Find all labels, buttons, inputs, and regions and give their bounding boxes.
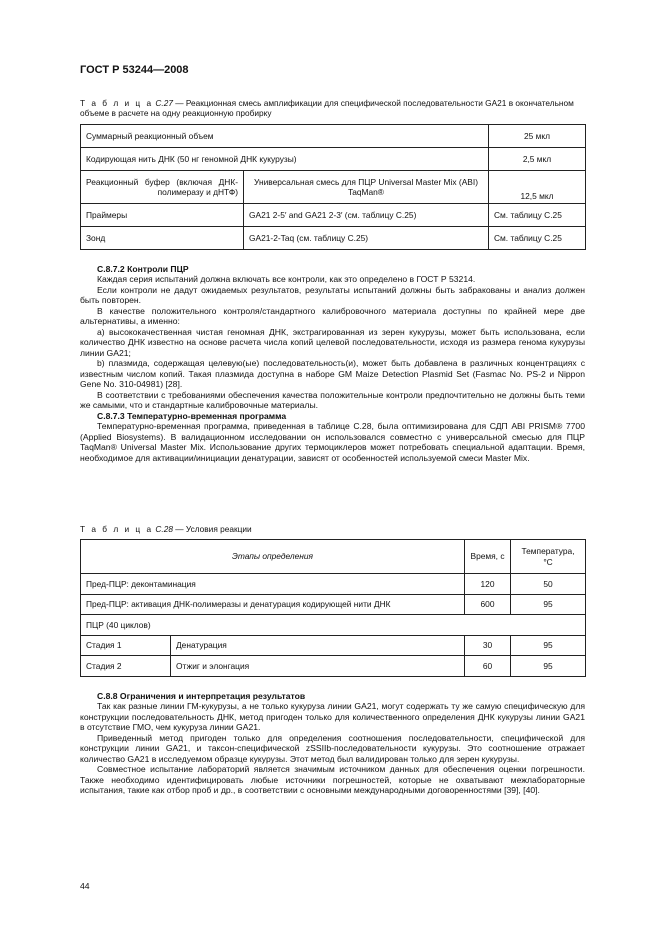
section-8-7-2 <box>80 264 585 463</box>
table-cell: Пред-ПЦР: деконтаминация <box>81 574 465 595</box>
table-cell: 2,5 мкл <box>489 148 586 171</box>
page-header: ГОСТ Р 53244—2008 <box>80 64 189 76</box>
table-cell: 50 <box>511 574 586 595</box>
table-row <box>81 148 586 171</box>
caption-number: С.27 <box>155 98 173 108</box>
table-cell: Универсальная смесь для ПЦР Universal Master Mix (ABI) TaqMan® <box>244 171 489 204</box>
table-cell: GA21 2-5′ and GA21 2-3′ (см. таблицу С.25) <box>244 204 489 227</box>
table2-reaction-conditions <box>80 539 586 677</box>
table-cell: См. таблицу С.25 <box>489 204 586 227</box>
caption-text: — Условия реакции <box>172 524 252 534</box>
table-cell: ПЦР (40 циклов) <box>81 615 586 636</box>
table-row <box>81 574 586 595</box>
paragraph: Температурно-временная программа, приведенная в таблице С.28, была оптимизирована для СДП ABI PRISM® 7700 (Applied Biosystems). В валидационном исследовании он использовался совместно с универсальной смесью для ПЦР TaqMan® Universal Master Mix. Использование других термоциклеров может потребовать специальной адаптации. Время, необходимое для активации/инициации денатурации, зависят от особенностей используемой смеси Master Mix. <box>80 421 585 463</box>
column-header: Температура, °С <box>511 540 586 574</box>
table-cell: 95 <box>511 635 586 656</box>
caption-number: С.28 <box>155 524 173 534</box>
table-cell: GA21-2-Taq (см. таблицу С.25) <box>244 227 489 250</box>
table-row <box>81 171 586 204</box>
paragraph: Приведенный метод пригоден только для определения соотношения последовательности, специфической для конструкции линии GA21, и таксон-специфической zSSIIb-последовательности кукурузы. Это соотношение отражает количество GA21 в исследуемом образце кукурузы. Этот метод был валидирован только для зерен кукурузы. <box>80 732 585 764</box>
table-row <box>81 656 586 677</box>
table-cell: Суммарный реакционный объем <box>81 125 489 148</box>
section-heading: С.8.8 Ограничения и интерпретация результатов <box>97 691 306 701</box>
column-header: Время, с <box>465 540 511 574</box>
table-header-row <box>81 540 586 574</box>
table-row <box>81 227 586 250</box>
table-cell: 30 <box>465 635 511 656</box>
table-cell: 95 <box>511 656 586 677</box>
column-header: Этапы определения <box>81 540 465 574</box>
table-row <box>81 125 586 148</box>
paragraph: Совместное испытание лабораторий является значимым источником данных для обеспечения оценки погрешности. Также необходимо идентифицировать любые источники погрешностей, которые не охватывают межлабораторные испытания, такие как отбор проб и др., в соответствии с основными международными договоренностями [39], [40]. <box>80 764 585 796</box>
paragraph: Если контроли не дадут ожидаемых результатов, результаты испытаний должны быть забракованы и анализ должен быть повторен. <box>80 284 585 306</box>
table-cell: 120 <box>465 574 511 595</box>
table-cell: 60 <box>465 656 511 677</box>
paragraph: Так как разные линии ГМ-кукурузы, а не только кукуруза линии GA21, могут содержать ту же самую специфическую для конструкции последовательность ДНК, метод пригоден только для количественного определения ДНК кукурузы линии GA21 в отсутствие ГМО, чем кукуруза линии GA21. <box>80 701 585 733</box>
caption-prefix: Т а б л и ц а <box>80 98 154 108</box>
table-row <box>81 204 586 227</box>
table-cell: Стадия 2 <box>81 656 171 677</box>
section-heading: С.8.7.3 Температурно-временная программа <box>97 410 287 421</box>
table-cell: Пред-ПЦР: активация ДНК-полимеразы и денатурация кодирующей нити ДНК <box>81 594 465 615</box>
table-cell: Денатурация <box>171 635 465 656</box>
table-row <box>81 635 586 656</box>
table-cell: 95 <box>511 594 586 615</box>
table-row <box>81 594 586 615</box>
table1-amplification-mix <box>80 124 586 250</box>
table-cell: Праймеры <box>81 204 244 227</box>
paragraph: b) плазмида, содержащая целевую(ые) последовательность(и), может быть добавлена в различных концентрациях с известным числом копий. Такая плазмида доступна в наборе GM Maize Detection Plasmid Set (Fasmac No. PS-2 и Nippon Gene No. 310-04981) [28]. <box>80 358 585 390</box>
paragraph: В соответствии с требованиями обеспечения качества положительные контроли предпочтительно не должны быть теми же самыми, что и стандартные калибровочные материалы. <box>80 389 585 411</box>
table-cell: Стадия 1 <box>81 635 171 656</box>
paragraph: Каждая серия испытаний должна включать все контроли, как это определено в ГОСТ Р 53214. <box>97 274 476 285</box>
table2-caption <box>80 525 585 535</box>
table-cell: 25 мкл <box>489 125 586 148</box>
caption-prefix: Т а б л и ц а <box>80 524 154 534</box>
table-row <box>81 615 586 636</box>
table-cell: 600 <box>465 594 511 615</box>
caption-text: — Реакционная смесь амплификации для специфической последовательности GA21 в окончательном объеме в расчете на одну реакционную пробирку <box>80 98 574 118</box>
table-cell: Зонд <box>81 227 244 250</box>
table-cell: См. таблицу С.25 <box>489 227 586 250</box>
page-number: 44 <box>80 881 90 891</box>
paragraph: В качестве положительного контроля/стандартного калибровочного материала доступны по крайней мере две альтернативы, а именно: <box>80 305 585 327</box>
table1-caption <box>80 99 585 119</box>
table-cell: 12,5 мкл <box>489 171 586 204</box>
paragraph: а) высококачественная чистая геномная ДНК, экстрагированная из зерен кукурузы, может быть использована, если количество ДНК известно на основе расчета числа копий целевой последовательности, исходя из размера генома кукурузы линии GA21; <box>80 326 585 358</box>
table-cell: Кодирующая нить ДНК (50 нг геномной ДНК кукурузы) <box>81 148 489 171</box>
table-cell: Отжиг и элонгация <box>171 656 465 677</box>
section-heading: С.8.7.2 Контроли ПЦР <box>97 264 189 274</box>
section-8-8 <box>80 691 585 796</box>
table-cell: Реакционный буфер (включая ДНК-полимеразу и дНТФ) <box>81 171 244 204</box>
